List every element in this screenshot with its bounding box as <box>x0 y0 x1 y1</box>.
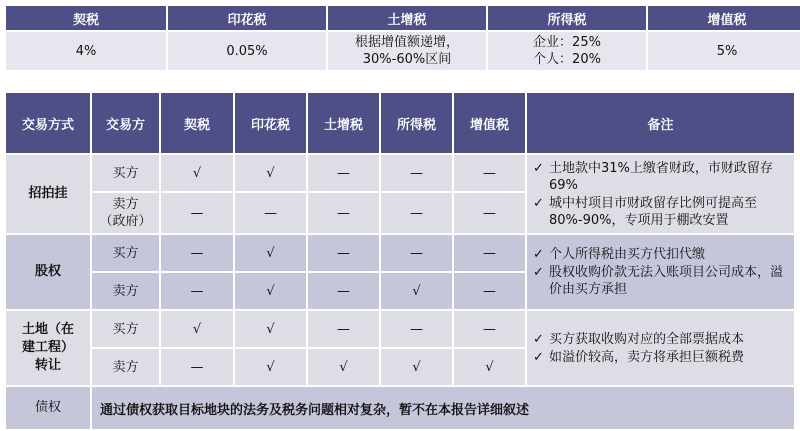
header-stamp-tax: 印花税 <box>235 93 306 153</box>
header-trade-party: 交易方 <box>92 93 159 153</box>
tax-mark: — <box>454 273 525 309</box>
header-land-vat: 土增税 <box>308 93 379 153</box>
rate-header-stamp-tax: 印花税 <box>168 6 326 30</box>
party-cell: 买方 <box>92 155 159 191</box>
table-row <box>6 155 794 191</box>
tax-mark: √ <box>235 311 306 347</box>
note-text: 买方获取收购对应的全部票据成本 <box>549 331 745 347</box>
note-text: 城中村项目市财政留存比例可提高至80%-90%，专项用于棚改安置 <box>549 195 758 228</box>
party-cell: 卖方 <box>92 273 159 309</box>
note-item <box>533 195 794 229</box>
debt-description: 通过债权获取目标地块的法务及税务问题相对复杂，暂不在本报告详细叙述 <box>92 387 794 429</box>
tax-mark: — <box>308 193 379 233</box>
party-cell: 卖方 <box>92 349 159 385</box>
tax-mark: — <box>381 193 452 233</box>
rate-value-deed-tax: 4% <box>6 32 166 70</box>
tax-mark: √ <box>235 235 306 271</box>
note-item <box>533 264 794 298</box>
tax-mark: √ <box>161 311 233 347</box>
tax-mark: — <box>161 193 233 233</box>
check-icon: ✓ <box>533 331 544 347</box>
transaction-header-row <box>6 93 794 153</box>
check-icon: ✓ <box>533 349 544 365</box>
rate-header-land-vat: 土增税 <box>328 6 486 30</box>
note-item <box>533 160 794 194</box>
tax-rate-value-row <box>6 32 800 70</box>
tax-rate-header-row <box>6 6 800 30</box>
transaction-tax-table <box>4 91 796 431</box>
rate-value-income-tax: 企业：25% 个人：20% <box>488 32 646 70</box>
check-icon: ✓ <box>533 265 544 280</box>
header-vat: 增值税 <box>454 93 525 153</box>
tax-mark: — <box>454 193 525 233</box>
rate-header-deed-tax: 契税 <box>6 6 166 30</box>
party-cell: 买方 <box>92 311 159 347</box>
tax-mark: √ <box>454 349 525 385</box>
notes-cell <box>527 235 794 309</box>
header-deed-tax: 契税 <box>161 93 233 153</box>
tax-mark: — <box>381 235 452 271</box>
rate-value-vat: 5% <box>648 32 800 70</box>
header-income-tax: 所得税 <box>381 93 452 153</box>
note-item <box>533 331 794 348</box>
tax-mark: √ <box>381 273 452 309</box>
header-notes: 备注 <box>527 93 794 153</box>
group-label-equity: 股权 <box>6 235 90 309</box>
rate-header-income-tax: 所得税 <box>488 6 646 30</box>
note-item <box>533 246 794 263</box>
group-label-debt: 债权 <box>6 387 90 429</box>
tax-mark: — <box>161 235 233 271</box>
party-cell: 卖方 （政府） <box>92 193 159 233</box>
notes-cell <box>527 155 794 233</box>
notes-cell <box>527 311 794 385</box>
check-icon: ✓ <box>533 247 544 262</box>
tax-mark: — <box>308 311 379 347</box>
table-row <box>6 235 794 271</box>
tax-mark: √ <box>161 155 233 191</box>
tax-mark: — <box>161 273 233 309</box>
tax-mark: — <box>454 235 525 271</box>
tax-mark: — <box>381 155 452 191</box>
tax-mark: — <box>454 311 525 347</box>
party-cell: 买方 <box>92 235 159 271</box>
rate-header-vat: 增值税 <box>648 6 800 30</box>
tax-mark: — <box>235 193 306 233</box>
header-trade-method: 交易方式 <box>6 93 90 153</box>
tax-mark: √ <box>308 349 379 385</box>
table-row <box>6 311 794 347</box>
rate-value-land-vat: 根据增值额递增， 30%-60%区间 <box>328 32 486 70</box>
check-icon: ✓ <box>533 195 544 211</box>
check-icon: ✓ <box>533 160 544 176</box>
tax-mark: — <box>308 155 379 191</box>
group-label-auction: 招拍挂 <box>6 155 90 233</box>
tax-mark: — <box>161 349 233 385</box>
tax-mark: — <box>381 311 452 347</box>
tax-mark: √ <box>235 155 306 191</box>
tax-mark: — <box>308 235 379 271</box>
group-label-land-transfer: 土地（在 建工程） 转让 <box>6 311 90 385</box>
note-text: 个人所得税由买方代扣代缴 <box>549 247 706 262</box>
note-text: 土地款中31%上缴省财政，市财政留存69% <box>549 160 773 193</box>
rate-value-stamp-tax: 0.05% <box>168 32 326 70</box>
table-row <box>6 387 794 429</box>
tax-rate-table <box>4 4 800 72</box>
note-text: 股权收购价款无法入账项目公司成本，溢价由买方承担 <box>549 265 784 297</box>
note-text: 如溢价较高，卖方将承担巨额税费 <box>549 349 745 365</box>
tax-mark: — <box>454 155 525 191</box>
tax-mark: √ <box>381 349 452 385</box>
tax-mark: √ <box>235 273 306 309</box>
tax-mark: — <box>308 273 379 309</box>
note-item <box>533 349 794 366</box>
tax-mark: √ <box>235 349 306 385</box>
